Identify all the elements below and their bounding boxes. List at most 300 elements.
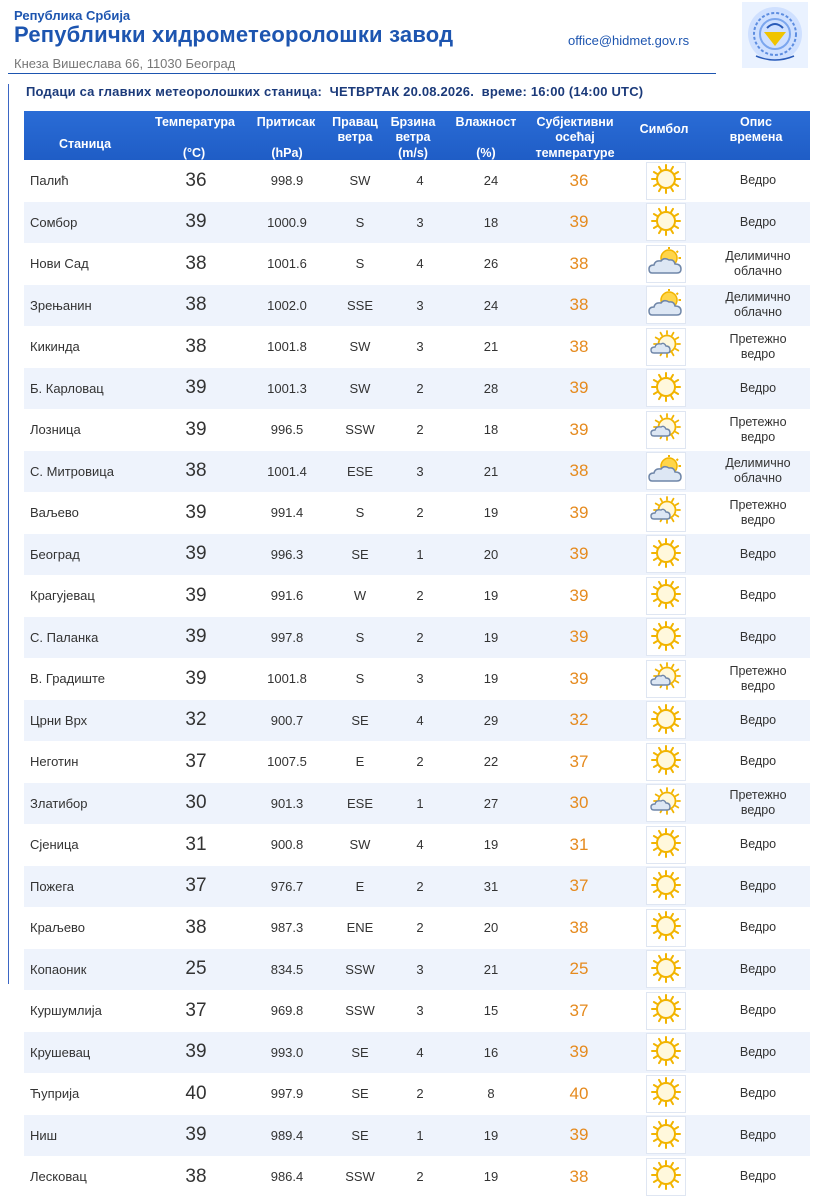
temperature: 39 xyxy=(185,501,207,523)
table-row-3 xyxy=(24,243,810,285)
temperature: 25 xyxy=(185,958,207,980)
sun-icon xyxy=(650,371,682,406)
feels-like: 25 xyxy=(569,959,589,979)
pressure: 996.3 xyxy=(270,546,304,562)
sun-icon xyxy=(650,1159,682,1194)
pressure: 998.9 xyxy=(270,173,304,189)
desc-line-1: Ведро xyxy=(739,173,777,188)
symbol-cell xyxy=(636,534,696,576)
symbol-box xyxy=(646,1116,686,1154)
pressure: 987.3 xyxy=(270,920,304,936)
partly-cloudy-icon xyxy=(647,246,685,281)
desc-line-1: Ведро xyxy=(739,588,777,603)
feels-like: 37 xyxy=(569,876,589,896)
station-name: Црни Врх xyxy=(30,712,88,728)
humidity: 28 xyxy=(483,380,499,396)
sun-icon xyxy=(650,1118,682,1153)
symbol-box xyxy=(646,992,686,1030)
humidity: 19 xyxy=(483,505,499,521)
desc-line-1: Делимично xyxy=(725,456,791,471)
station-name: Б. Карловац xyxy=(30,380,104,396)
weather-description xyxy=(708,866,808,908)
symbol-cell xyxy=(636,285,696,327)
humidity: 21 xyxy=(483,463,499,479)
col-dir-2: ветра xyxy=(337,130,373,144)
feels-like: 39 xyxy=(569,419,589,439)
desc-line-1: Претежно xyxy=(729,414,787,429)
feels-like: 39 xyxy=(569,668,589,688)
wind-speed: 2 xyxy=(416,505,424,521)
org-address: Кнеза Вишеслава 66, 11030 Београд xyxy=(14,56,236,71)
table-row-14 xyxy=(24,700,810,742)
temperature: 38 xyxy=(185,294,207,316)
symbol-cell xyxy=(636,866,696,908)
desc-line-2: облачно xyxy=(734,471,782,486)
symbol-box xyxy=(646,369,686,407)
station-name: Куршумлија xyxy=(30,1003,102,1019)
pressure: 1001.3 xyxy=(267,380,307,396)
wind-speed: 2 xyxy=(416,629,424,645)
symbol-box xyxy=(646,411,686,449)
wind-direction: SW xyxy=(349,339,371,355)
humidity: 18 xyxy=(483,214,499,230)
wind-speed: 2 xyxy=(416,878,424,894)
table-body xyxy=(24,160,810,1198)
col-dir: Правац xyxy=(332,115,378,129)
symbol-cell xyxy=(636,741,696,783)
desc-line-1: Претежно xyxy=(729,663,787,678)
temperature: 31 xyxy=(185,833,207,855)
symbol-cell xyxy=(636,658,696,700)
feels-like: 39 xyxy=(569,627,589,647)
symbol-cell xyxy=(636,368,696,410)
sun-icon xyxy=(650,910,682,945)
feels-like: 36 xyxy=(569,170,589,190)
station-name: Сјеница xyxy=(30,837,79,853)
temperature: 38 xyxy=(185,1165,207,1187)
symbol-box xyxy=(646,162,686,200)
table-row-17 xyxy=(24,824,810,866)
wind-direction: S xyxy=(355,671,365,687)
temperature: 37 xyxy=(185,999,207,1021)
sun-icon xyxy=(650,578,682,613)
pressure: 1000.9 xyxy=(267,214,307,230)
symbol-cell xyxy=(636,700,696,742)
wind-direction: S xyxy=(355,214,365,230)
wind-direction: SW xyxy=(349,837,371,853)
wind-direction: SE xyxy=(351,1044,369,1060)
feels-like: 30 xyxy=(569,793,589,813)
pressure: 900.8 xyxy=(270,837,304,853)
col-temp-unit: (°C) xyxy=(182,146,206,160)
weather-description xyxy=(708,575,808,617)
pressure: 1001.4 xyxy=(267,463,307,479)
temperature: 38 xyxy=(185,335,207,357)
wind-speed: 1 xyxy=(416,795,424,811)
table-row-11 xyxy=(24,575,810,617)
table-row-10 xyxy=(24,534,810,576)
desc-line-1: Ведро xyxy=(739,380,777,395)
symbol-box xyxy=(646,909,686,947)
symbol-cell xyxy=(636,1156,696,1198)
symbol-box xyxy=(646,618,686,656)
table-row-1 xyxy=(24,160,810,202)
symbol-cell xyxy=(636,1073,696,1115)
temperature: 37 xyxy=(185,750,207,772)
desc-line-2: ведро xyxy=(740,512,776,527)
wind-direction: SSW xyxy=(345,1003,375,1019)
col-speed-2: ветра xyxy=(395,130,431,144)
table-row-15 xyxy=(24,741,810,783)
station-name: Зрењанин xyxy=(30,297,92,313)
table-row-13 xyxy=(24,658,810,700)
symbol-box xyxy=(646,867,686,905)
logo-icon xyxy=(742,2,808,68)
table-row-2 xyxy=(24,202,810,244)
wind-speed: 2 xyxy=(416,920,424,936)
wind-speed: 4 xyxy=(416,256,424,272)
desc-line-2: ведро xyxy=(740,803,776,818)
desc-line-1: Ведро xyxy=(739,1003,777,1018)
sun-icon xyxy=(650,205,682,240)
sun-icon xyxy=(650,993,682,1028)
wind-direction: SE xyxy=(351,1086,369,1102)
weather-description xyxy=(708,949,808,991)
pressure: 969.8 xyxy=(270,1003,304,1019)
weather-description xyxy=(708,1032,808,1074)
humidity: 26 xyxy=(483,256,499,272)
col-hum-unit: (%) xyxy=(476,146,496,160)
feels-like: 38 xyxy=(569,295,589,315)
weather-description xyxy=(708,617,808,659)
station-name: С. Митровица xyxy=(30,463,114,479)
col-press-unit: (hPa) xyxy=(271,146,303,160)
station-name: Неготин xyxy=(30,754,79,770)
symbol-cell xyxy=(636,575,696,617)
pressure: 1001.8 xyxy=(267,339,307,355)
symbol-cell xyxy=(636,160,696,202)
humidity: 16 xyxy=(483,1044,499,1060)
symbol-box xyxy=(646,950,686,988)
weather-description xyxy=(708,160,808,202)
wind-speed: 3 xyxy=(416,961,424,977)
mostly-clear-icon xyxy=(649,412,683,447)
feels-like: 38 xyxy=(569,1166,589,1186)
wind-speed: 3 xyxy=(416,1003,424,1019)
pressure: 993.0 xyxy=(270,1044,304,1060)
feels-like: 39 xyxy=(569,1125,589,1145)
table-row-22 xyxy=(24,1032,810,1074)
wind-speed: 1 xyxy=(416,1127,424,1143)
temperature: 37 xyxy=(185,875,207,897)
feels-like: 39 xyxy=(569,212,589,232)
feels-like: 38 xyxy=(569,461,589,481)
symbol-box xyxy=(646,784,686,822)
desc-line-1: Ведро xyxy=(739,1086,777,1101)
symbol-box xyxy=(646,494,686,532)
humidity: 19 xyxy=(483,588,499,604)
wind-direction: W xyxy=(353,588,367,604)
wind-direction: E xyxy=(355,878,365,894)
feels-like: 40 xyxy=(569,1083,589,1103)
weather-description xyxy=(708,492,808,534)
desc-line-2: ведро xyxy=(740,429,776,444)
station-name: Нови Сад xyxy=(30,256,89,272)
weather-description xyxy=(708,534,808,576)
weather-description xyxy=(708,285,808,327)
weather-description xyxy=(708,243,808,285)
symbol-cell xyxy=(636,492,696,534)
feels-like: 39 xyxy=(569,585,589,605)
wind-direction: S xyxy=(355,629,365,645)
wind-direction: SE xyxy=(351,546,369,562)
desc-line-1: Делимично xyxy=(725,248,791,263)
table-row-9 xyxy=(24,492,810,534)
weather-description xyxy=(708,824,808,866)
symbol-cell xyxy=(636,409,696,451)
symbol-box xyxy=(646,452,686,490)
symbol-cell xyxy=(636,990,696,1032)
station-name: Крагујевац xyxy=(30,588,95,604)
pressure: 834.5 xyxy=(270,961,304,977)
desc-line-1: Ведро xyxy=(739,1044,777,1059)
humidity: 24 xyxy=(483,173,499,189)
weather-description xyxy=(708,907,808,949)
desc-line-1: Претежно xyxy=(729,497,787,512)
mostly-clear-icon xyxy=(649,786,683,821)
humidity: 27 xyxy=(483,795,499,811)
sun-icon xyxy=(650,744,682,779)
pressure: 1001.6 xyxy=(267,256,307,272)
station-name: Београд xyxy=(30,546,80,562)
header-divider xyxy=(8,73,716,74)
sun-icon xyxy=(650,952,682,987)
wind-direction: S xyxy=(355,505,365,521)
wind-speed: 3 xyxy=(416,297,424,313)
table-row-18 xyxy=(24,866,810,908)
symbol-box xyxy=(646,1158,686,1196)
symbol-cell xyxy=(636,451,696,493)
temperature: 39 xyxy=(185,667,207,689)
symbol-cell xyxy=(636,202,696,244)
feels-like: 38 xyxy=(569,917,589,937)
temperature: 38 xyxy=(185,916,207,938)
weather-description xyxy=(708,658,808,700)
symbol-box xyxy=(646,577,686,615)
temperature: 39 xyxy=(185,584,207,606)
desc-line-1: Ведро xyxy=(739,754,777,769)
symbol-box xyxy=(646,743,686,781)
left-rule xyxy=(8,84,9,984)
desc-line-1: Ведро xyxy=(739,961,777,976)
station-name: Сомбор xyxy=(30,214,78,230)
humidity: 29 xyxy=(483,712,499,728)
wind-direction: SSW xyxy=(345,961,375,977)
wind-direction: SSW xyxy=(345,1169,375,1185)
station-name: Лесковац xyxy=(30,1169,87,1185)
wind-speed: 3 xyxy=(416,214,424,230)
table-row-24 xyxy=(24,1115,810,1157)
station-name: Ваљево xyxy=(30,505,79,521)
feels-like: 39 xyxy=(569,502,589,522)
wind-speed: 4 xyxy=(416,173,424,189)
symbol-cell xyxy=(636,824,696,866)
feels-like: 38 xyxy=(569,336,589,356)
humidity: 8 xyxy=(487,1086,495,1102)
table-header xyxy=(24,111,810,160)
wind-speed: 3 xyxy=(416,339,424,355)
desc-line-1: Ведро xyxy=(739,920,777,935)
pressure: 976.7 xyxy=(270,878,304,894)
symbol-box xyxy=(646,701,686,739)
table-row-16 xyxy=(24,783,810,825)
sun-icon xyxy=(650,827,682,862)
weather-description xyxy=(708,368,808,410)
wind-direction: SE xyxy=(351,712,369,728)
temperature: 36 xyxy=(185,169,207,191)
temperature: 39 xyxy=(185,1041,207,1063)
station-name: В. Градиште xyxy=(30,671,105,687)
desc-line-1: Претежно xyxy=(729,331,787,346)
feels-like: 39 xyxy=(569,378,589,398)
table-row-19 xyxy=(24,907,810,949)
station-name: Златибор xyxy=(30,795,88,811)
sun-icon xyxy=(650,1076,682,1111)
wind-direction: ESE xyxy=(346,463,373,479)
temperature: 39 xyxy=(185,377,207,399)
wind-speed: 2 xyxy=(416,1169,424,1185)
weather-description xyxy=(708,990,808,1032)
station-name: Кикинда xyxy=(30,339,80,355)
col-feel-3: температуре xyxy=(535,146,615,160)
humidity: 21 xyxy=(483,339,499,355)
desc-line-1: Ведро xyxy=(739,629,777,644)
symbol-cell xyxy=(636,907,696,949)
station-name: Лозница xyxy=(30,422,81,438)
mostly-clear-icon xyxy=(649,495,683,530)
wind-speed: 2 xyxy=(416,1086,424,1102)
col-desc: Опис xyxy=(740,115,772,129)
wind-speed: 2 xyxy=(416,754,424,770)
col-press: Притисак xyxy=(256,115,316,129)
feels-like: 31 xyxy=(569,834,589,854)
humidity: 22 xyxy=(483,754,499,770)
pressure: 1001.8 xyxy=(267,671,307,687)
station-name: Краљево xyxy=(30,920,86,936)
symbol-box xyxy=(646,203,686,241)
feels-like: 38 xyxy=(569,253,589,273)
desc-line-1: Ведро xyxy=(739,546,777,561)
symbol-box xyxy=(646,535,686,573)
col-speed-unit: (m/s) xyxy=(398,146,428,160)
symbol-box xyxy=(646,1033,686,1071)
temperature: 39 xyxy=(185,211,207,233)
sun-icon xyxy=(650,163,682,198)
table-row-4 xyxy=(24,285,810,327)
col-temp: Температура xyxy=(155,115,235,129)
temperature: 39 xyxy=(185,418,207,440)
humidity: 19 xyxy=(483,1127,499,1143)
symbol-cell xyxy=(636,617,696,659)
symbol-cell xyxy=(636,949,696,991)
col-feel-2: осећај xyxy=(555,130,595,144)
temperature: 30 xyxy=(185,792,207,814)
feels-like: 32 xyxy=(569,710,589,730)
table-row-23 xyxy=(24,1073,810,1115)
desc-line-1: Ведро xyxy=(739,837,777,852)
col-station: Станица xyxy=(58,137,112,151)
station-name: Крушевац xyxy=(30,1044,91,1060)
humidity: 15 xyxy=(483,1003,499,1019)
desc-line-2: облачно xyxy=(734,305,782,320)
wind-direction: SW xyxy=(349,173,371,189)
col-desc-2: времена xyxy=(729,130,783,144)
org-country: Република Србија xyxy=(14,8,131,23)
symbol-box xyxy=(646,1075,686,1113)
pressure: 1002.0 xyxy=(267,297,307,313)
weather-description xyxy=(708,202,808,244)
desc-line-1: Ведро xyxy=(739,214,777,229)
wind-speed: 2 xyxy=(416,380,424,396)
temperature: 40 xyxy=(185,1082,207,1104)
feels-like: 37 xyxy=(569,1000,589,1020)
humidity: 18 xyxy=(483,422,499,438)
stations-table xyxy=(24,111,810,1198)
humidity: 31 xyxy=(483,878,499,894)
wind-direction: ESE xyxy=(346,795,373,811)
sun-icon xyxy=(650,537,682,572)
col-feel: Субјективни xyxy=(536,115,614,129)
station-name: Пожега xyxy=(30,878,75,894)
humidity: 20 xyxy=(483,546,499,562)
desc-line-1: Делимично xyxy=(725,290,791,305)
weather-description xyxy=(708,409,808,451)
page-header xyxy=(0,0,830,80)
pressure: 997.9 xyxy=(270,1086,304,1102)
temperature: 39 xyxy=(185,543,207,565)
mostly-clear-icon xyxy=(649,661,683,696)
sun-icon xyxy=(650,703,682,738)
symbol-cell xyxy=(636,1032,696,1074)
sun-icon xyxy=(650,869,682,904)
temperature: 38 xyxy=(185,460,207,482)
station-name: С. Паланка xyxy=(30,629,99,645)
wind-speed: 3 xyxy=(416,463,424,479)
station-name: Палић xyxy=(30,173,69,189)
temperature: 39 xyxy=(185,626,207,648)
email-link[interactable]: office@hidmet.gov.rs xyxy=(568,33,690,48)
pressure: 900.7 xyxy=(270,712,304,728)
symbol-box xyxy=(646,826,686,864)
table-row-5 xyxy=(24,326,810,368)
weather-description xyxy=(708,741,808,783)
temperature: 39 xyxy=(185,1124,207,1146)
wind-direction: SE xyxy=(351,1127,369,1143)
feels-like: 37 xyxy=(569,751,589,771)
desc-line-1: Ведро xyxy=(739,1127,777,1142)
wind-direction: ENE xyxy=(346,920,374,936)
weather-description xyxy=(708,451,808,493)
humidity: 19 xyxy=(483,671,499,687)
desc-line-2: ведро xyxy=(740,678,776,693)
wind-direction: SSE xyxy=(346,297,373,313)
desc-line-1: Ведро xyxy=(739,878,777,893)
wind-speed: 1 xyxy=(416,546,424,562)
wind-direction: E xyxy=(355,754,365,770)
wind-speed: 4 xyxy=(416,712,424,728)
desc-line-1: Ведро xyxy=(739,712,777,727)
symbol-box xyxy=(646,328,686,366)
